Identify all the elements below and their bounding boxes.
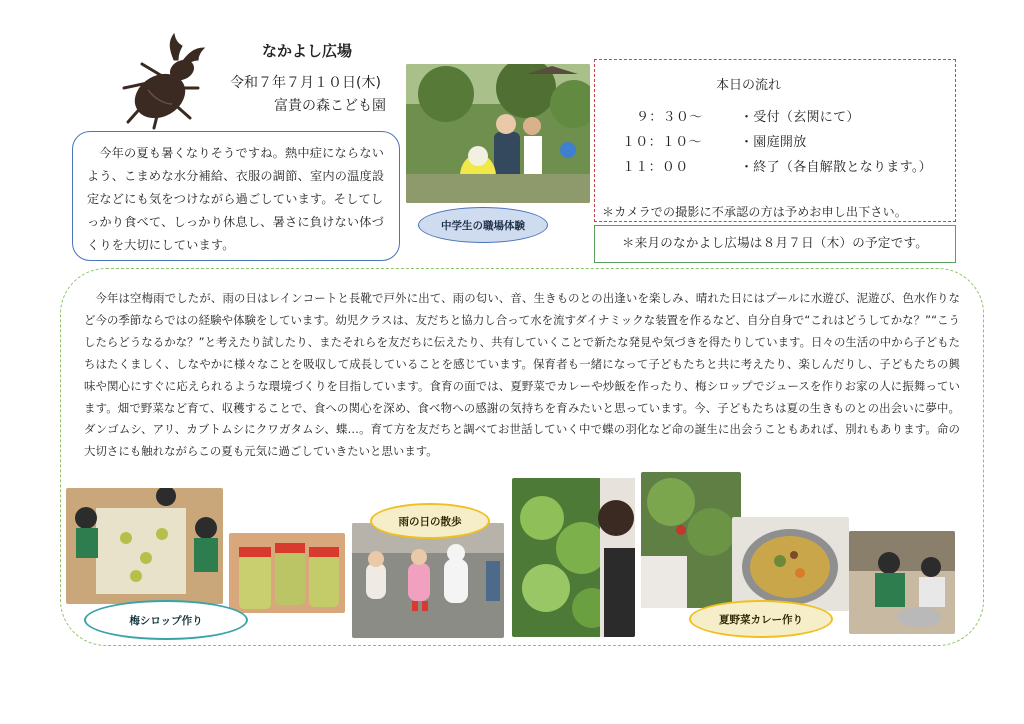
photo-garden-plants — [512, 478, 635, 637]
caption-job-experience: 中学生の職場体験 — [418, 207, 548, 243]
photo-rain-walk — [352, 523, 504, 638]
main-text — [84, 288, 960, 463]
main-paragraph: 今年は空梅雨でしたが、雨の日はレインコートと長靴で戸外に出て、雨の匂い、音、生きものとの出逢いを楽しみ、晴れた日にはプールに水遊び、泥遊び、色水作りなど今の季節ならではの経験や体験をしています。幼児クラスは、友だちと協力し合って水を流すダイナミックな装置を作るなど、自分自身で“これはどうしてかな？”“こうしたらどうなるかな？”と考えたり試したり、またそれらを友だちに伝えたり、共有していくことで新たな発見や気づきを得たりしています。日々の生活の中から子どもたちはたくましく、しなやかに様々なことを吸収して成長していることを感じています。保育者も一緒になって子どもたちと共に考えたり、楽しんだりし、子どもたちの興味や関心にすぐに応えられるような環境づくりを目指しています。食育の面では、夏野菜でカレーや炒飯を作ったり、梅シロップでジュースを作りお家の人に振舞っています。畑で野菜など育て、収穫することで、食への関心を深め、食べ物への感謝の気持ちを育みたいと思っています。今、子どもたちは夏の生きものとの出会いに夢中。ダンゴムシ、アリ、カブトムシにクワガタムシ、蝶…。育て方を友だちと調べてお世話していく中で蝶の羽化など命の誕生に出会うこともあれば、別れもあります。命の大切さにも触れながらこの夏も元気に過ごしていきたいと思います。 — [84, 291, 960, 459]
schedule-time-2: １０：１０～ — [622, 135, 702, 150]
organization-name: 富貴の森こども園 — [274, 98, 386, 114]
photo-ume-syrup-2 — [229, 533, 345, 613]
schedule-label-3: ・終了（各自解散となります。） — [740, 160, 932, 175]
camera-note: ＊カメラでの撮影に不承認の方は予めお申し出下さい。 — [602, 205, 908, 219]
schedule-time-3: １１：００ — [622, 160, 689, 175]
schedule-label-2: ・園庭開放 — [740, 135, 807, 150]
photo-summer-curry-2 — [732, 517, 849, 611]
caption-rain-walk: 雨の日の散歩 — [370, 503, 490, 539]
page-title: なかよし広場 — [262, 42, 353, 60]
event-date: 令和７年７月１０日(木) — [230, 75, 381, 91]
caption-ume-syrup: 梅シロップ作り — [84, 600, 248, 640]
intro-text: 今年の夏も暑くなりそうですね。熱中症にならないよう、こまめな水分補給、衣服の調節、室内の温度設定などにも気をつけながら過ごしています。そしてしっかり食べて、しっかり休息し、暑さに負けない体づくりを大切にしています。 — [87, 146, 385, 252]
intro-box — [72, 131, 400, 261]
next-event-notice: ＊来月のなかよし広場は８月７日（木）の予定です。 — [594, 225, 956, 263]
caption-summer-curry: 夏野菜カレー作り — [689, 600, 833, 638]
photo-job-experience — [406, 64, 590, 203]
photo-ume-syrup-1 — [66, 488, 223, 604]
photo-summer-curry-3 — [849, 531, 955, 634]
schedule-title: 本日の流れ — [716, 78, 782, 93]
schedule-label-1: ・受付（玄関にて） — [740, 110, 860, 125]
schedule-time-1: ９：３０～ — [636, 110, 703, 125]
photo-summer-curry-1 — [641, 472, 741, 608]
stag-beetle-icon — [118, 30, 222, 130]
